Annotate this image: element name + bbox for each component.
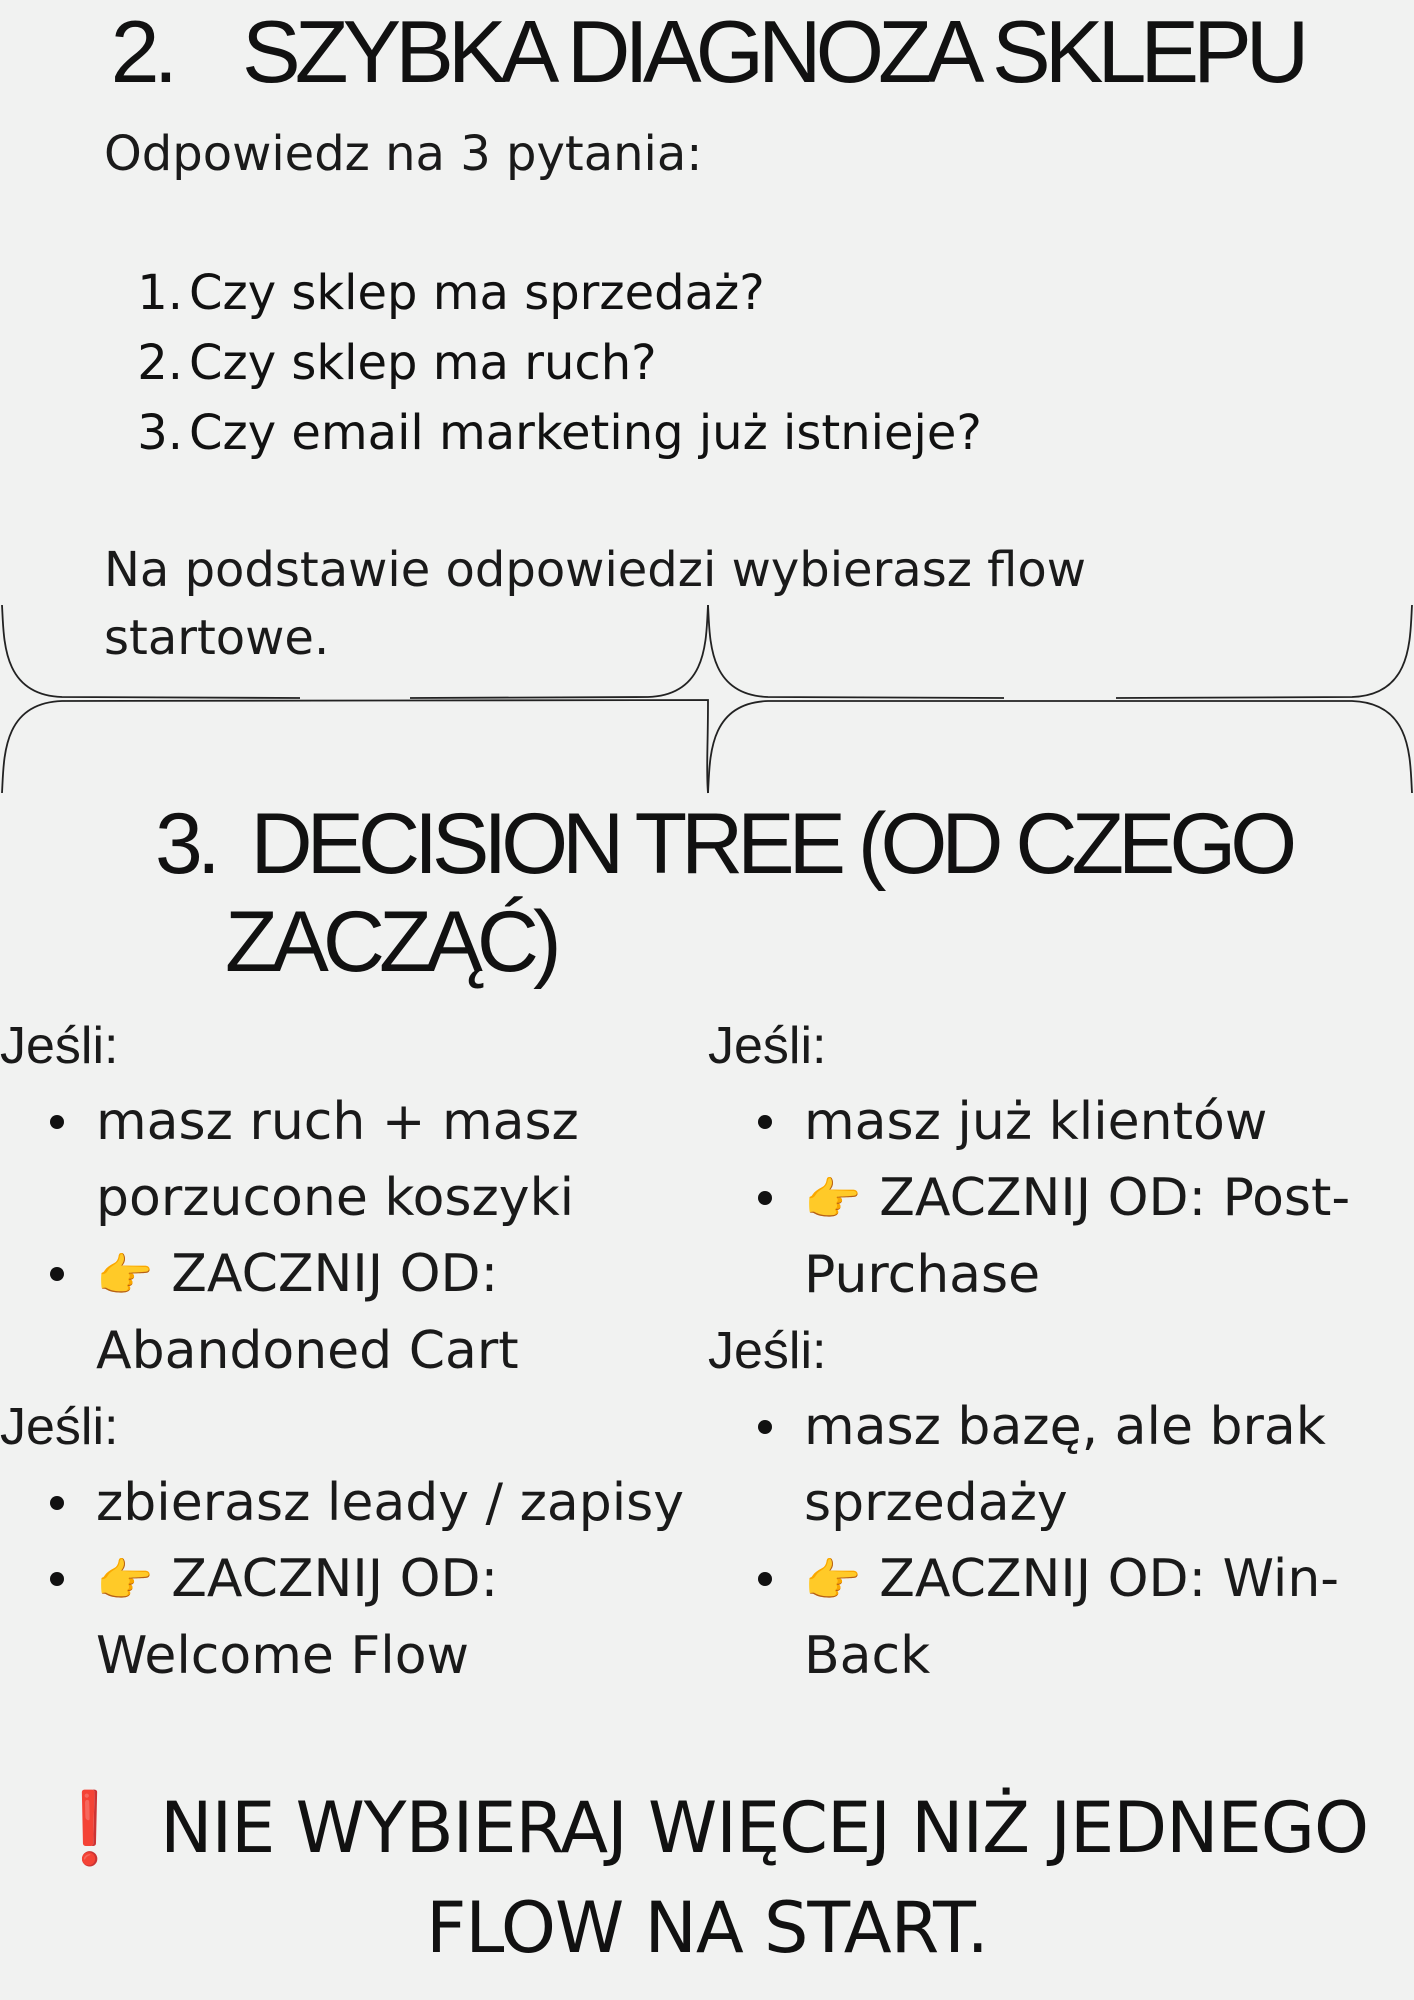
- question-text: Czy email marketing już istnieje?: [189, 405, 982, 461]
- brace-stroke: [410, 605, 708, 698]
- section-2-title: SZYBKA DIAGNOZA SKLEPU: [242, 2, 1304, 101]
- warning-callout: [0, 1778, 1414, 1978]
- brace-stroke: [1116, 605, 1412, 698]
- if-label: Jeśli:: [708, 1322, 827, 1380]
- pointing-hand-icon: 👉: [804, 1553, 862, 1607]
- pointing-hand-icon: 👉: [96, 1553, 154, 1607]
- question-number: 2.: [137, 335, 183, 391]
- condition-text: masz bazę, ale brak: [804, 1397, 1326, 1457]
- condition-item: [0, 1465, 700, 1541]
- section-3-heading: [155, 795, 1355, 991]
- question-list: [135, 258, 982, 468]
- question-item: [135, 398, 982, 468]
- question-text: Czy sklep ma sprzedaż?: [189, 265, 765, 321]
- action-text: ZACZNIJ OD:: [171, 1244, 499, 1304]
- decision-list: [0, 1084, 700, 1389]
- condition-item: [708, 1084, 1408, 1160]
- question-item: [135, 328, 982, 398]
- action-target: Purchase: [804, 1245, 1041, 1305]
- action-target: Abandoned Cart: [96, 1321, 519, 1381]
- section-2-heading: [0, 2, 1414, 102]
- condition-item: [0, 1084, 700, 1236]
- action-target: Welcome Flow: [96, 1626, 470, 1686]
- conclusion-line-2: startowe.: [104, 610, 330, 666]
- decision-list: [708, 1389, 1408, 1694]
- decision-list: [708, 1084, 1408, 1313]
- section-3-title-line-2: ZACZĄĆ): [225, 894, 556, 990]
- condition-text: masz ruch + masz: [96, 1092, 579, 1152]
- section-3-number: 3.: [155, 796, 215, 892]
- conclusion-line-1: Na podstawie odpowiedzi wybierasz flow: [104, 542, 1087, 598]
- pointing-hand-icon: 👉: [804, 1172, 862, 1226]
- section-2-intro: Odpowiedz na 3 pytania:: [104, 126, 703, 182]
- exclamation-icon: ❗: [45, 1787, 133, 1869]
- decision-column-left: [0, 1008, 700, 1694]
- question-text: Czy sklep ma ruch?: [189, 335, 657, 391]
- action-item: [0, 1541, 700, 1694]
- brace-stroke: [2, 605, 300, 698]
- action-target: Back: [804, 1626, 931, 1686]
- condition-text: sprzedaży: [804, 1473, 1068, 1533]
- decision-list: [0, 1465, 700, 1694]
- brace-stroke: [2, 700, 708, 793]
- condition-item: [708, 1389, 1408, 1541]
- if-label: Jeśli:: [0, 1398, 119, 1456]
- action-item: [0, 1236, 700, 1389]
- section-3-title-line-1: DECISION TREE (OD CZEGO: [250, 796, 1292, 892]
- warning-line-2: FLOW NA START.: [426, 1887, 988, 1969]
- question-item: [135, 258, 982, 328]
- pointing-hand-icon: 👉: [96, 1248, 154, 1302]
- action-item: [708, 1541, 1408, 1694]
- question-number: 1.: [137, 265, 183, 321]
- condition-text: zbierasz leady / zapisy: [96, 1473, 685, 1533]
- brace-stroke: [708, 605, 1004, 698]
- decision-column-right: [708, 1008, 1408, 1694]
- if-label: Jeśli:: [0, 1017, 119, 1075]
- condition-text: porzucone koszyki: [96, 1168, 575, 1228]
- question-number: 3.: [137, 405, 183, 461]
- section-2-number: 2.: [110, 2, 173, 101]
- action-text: ZACZNIJ OD: Win-: [879, 1549, 1340, 1609]
- if-label: Jeśli:: [708, 1017, 827, 1075]
- action-item: [708, 1160, 1408, 1313]
- condition-text: masz już klientów: [804, 1092, 1268, 1152]
- action-text: ZACZNIJ OD:: [171, 1549, 499, 1609]
- brace-divider: [0, 600, 1414, 800]
- action-text: ZACZNIJ OD: Post-: [879, 1168, 1351, 1228]
- warning-line-1: NIE WYBIERAJ WIĘCEJ NIŻ JEDNEGO: [160, 1787, 1369, 1869]
- brace-stroke: [708, 701, 1412, 793]
